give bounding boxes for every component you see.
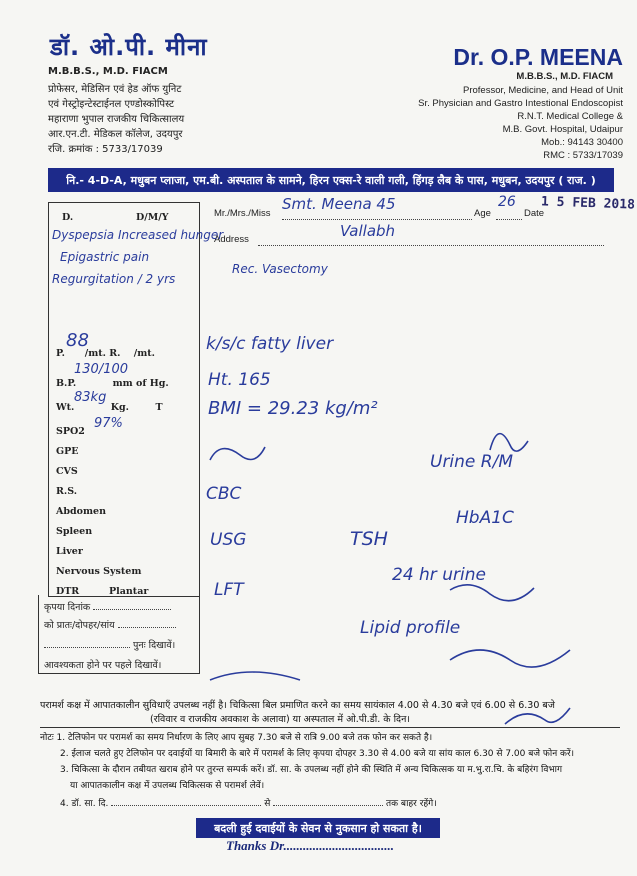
doctor-name-hindi: डॉ. ओ.पी. मीना (50, 33, 208, 61)
complaint-2: Epigastric pain (60, 250, 150, 264)
warning-banner: बदली हुई दवाईयों के सेवन से नुकसान हो सकता है। (196, 818, 440, 838)
doctor-name-english: Dr. O.P. MEENA (453, 44, 623, 70)
clinic-address-bar: नि.- 4-D-A, मधुबन प्लाजा, एम.बी. अस्पताल के सामने, हिरन एक्स-रे वाली गली, हिंगड़ लैब के पास, मधुबन, उदयपुर ( राज. ) (48, 168, 614, 192)
registration-english: RMC : 5733/17039 (543, 150, 623, 161)
vital-spleen: Spleen (56, 526, 93, 537)
spo2-handwritten: 97% (94, 416, 123, 431)
college-hindi: आर.एन.टी. मेडिकल कॉलेज, उदयपुर (48, 129, 183, 140)
note-urine: Urine R/M (430, 452, 513, 472)
date-label: Date (524, 208, 545, 219)
age-underline (496, 219, 522, 220)
address-underline (258, 245, 604, 246)
designation-hindi-2: एवं गेस्ट्रोइन्टेस्टाईनल एण्डोस्कोपिस्ट (48, 99, 175, 110)
consult-note-line-1: परामर्श कक्ष में आपातकालीन सुविधाएँ उपलब्ध नहीं है। चिकित्सा बिल प्रमाणित करने का समय सायंकाल 4.00 से 4.30 बजे एवं 6.00 से 6.30 बजे (40, 700, 555, 711)
note-hba1c: HbA1C (456, 508, 514, 528)
note-usg: USG (210, 530, 247, 550)
note-1: नोटः 1. टेलिफोन पर परामर्श का समय निर्धारण के लिए आप सुबह 7.30 बजे से रात्रि 9.00 बजे तक फोन कर सकते है। (40, 733, 433, 743)
name-label: Mr./Mrs./Miss (214, 208, 271, 219)
degree-hindi: M.B.B.S., M.D. FIACM (48, 66, 168, 77)
vital-bp: B.P. mm of Hg. (56, 378, 169, 389)
vital-spo2: SPO2 (56, 426, 85, 437)
complaint-3: Regurgitation / 2 yrs (52, 272, 176, 286)
vital-pulse: P. /mt. R. /mt. (56, 348, 155, 359)
note-height: Ht. 165 (208, 370, 271, 390)
pulse-handwritten: 88 (66, 330, 89, 351)
vital-rs: R.S. (56, 486, 78, 497)
note-urine-24hr: 24 hr urine (392, 565, 486, 585)
follow-up-early-line: आवश्यकता होने पर पहले दिखावें। (44, 660, 162, 671)
designation-hindi-1: प्रोफेसर, मेडिसिन एवं हेड ऑफ युनिट (48, 84, 182, 95)
note-4: 4. डॉ. सा. दि. से तक बाहर रहेंगे। (60, 799, 437, 809)
age-label: Age (474, 208, 491, 219)
note-cbc: CBC (206, 484, 242, 504)
note-lipid-profile: Lipid profile (360, 618, 461, 638)
note-3-cont: या आपातकालीन कक्ष में उपलब्ध चिकित्सक से परामर्श लेवें। (70, 781, 265, 791)
vital-dtr: DTR Plantar (56, 586, 149, 597)
age-handwritten: 26 (498, 194, 516, 210)
thanks-line: Thanks Dr.................................. (226, 838, 394, 853)
box-header-dmy: D/M/Y (136, 212, 169, 223)
notes-divider (40, 727, 620, 728)
weight-handwritten: 83kg (74, 390, 107, 405)
referral-note: Rec. Vasectomy (232, 262, 328, 276)
follow-up-review-line: पुनः दिखावें। (44, 638, 175, 651)
handwriting-strokes (200, 300, 620, 700)
designation-english-2: Sr. Physician and Gastro Intestional Endoscopist (418, 98, 623, 109)
note-bmi: BMI = 29.23 kg/m² (208, 398, 378, 419)
vital-nervous-system: Nervous System (56, 566, 142, 577)
patient-name-handwritten: Smt. Meena 45 (282, 195, 396, 213)
vital-gpe: GPE (56, 446, 79, 457)
box-header-d: D. (62, 212, 74, 223)
college-english: R.N.T. Medical College & (517, 111, 623, 122)
date-stamp: 1 5 FEB 2018 (540, 194, 636, 213)
consult-note-line-2: (रविवार व राजकीय अवकाश के अलावा) या अस्पताल में ओ.पी.डी. के दिन। (150, 714, 410, 725)
registration-hindi: रजि. क्रमांक : 5733/17039 (48, 144, 163, 155)
hospital-hindi: महाराणा भुपाल राजकीय चिकित्सालय (48, 114, 185, 125)
complaint-1: Dyspepsia Increased hunger (52, 228, 224, 242)
mobile-english: Mob.: 94143 30400 (541, 137, 623, 148)
vital-weight: Wt. Kg. T (56, 402, 163, 413)
follow-up-time-line: को प्रातः/दोपहर/सांय (44, 618, 176, 631)
note-diagnosis: k/s/c fatty liver (206, 334, 334, 354)
hospital-english: M.B. Govt. Hospital, Udaipur (502, 124, 623, 135)
note-3: 3. चिकित्सा के दौरान तबीयत खराब होने पर तुरन्त सम्पर्क करें। डॉ. सा. के उपलब्ध नहीं होने की स्थिति में अन्य चिकित्सक या म.भु.रा.चि. के बहिरंग विभाग (60, 765, 563, 775)
address-handwritten: Vallabh (340, 222, 396, 240)
note-2: 2. ईलाज चलते हुए टेलिफोन पर दवाईयों या बिमारी के बारे में परामर्श के लिए कृपया दोपहर 3.30 से 4.00 बजे या सांय काल 6.30 से 7.00 बजे फोन करें। (60, 749, 575, 759)
vital-liver: Liver (56, 546, 83, 557)
note-tsh: TSH (350, 528, 388, 550)
vital-abdomen: Abdomen (56, 506, 106, 517)
name-underline (282, 219, 472, 220)
note-lft: LFT (214, 580, 244, 600)
follow-up-date-line: कृपया दिनांक (44, 600, 171, 613)
degree-english: M.B.B.S., M.D. FIACM (516, 71, 613, 82)
address-label: Address (214, 234, 249, 245)
bp-handwritten: 130/100 (74, 362, 129, 377)
designation-english-1: Professor, Medicine, and Head of Unit (462, 85, 623, 96)
vital-cvs: CVS (56, 466, 78, 477)
